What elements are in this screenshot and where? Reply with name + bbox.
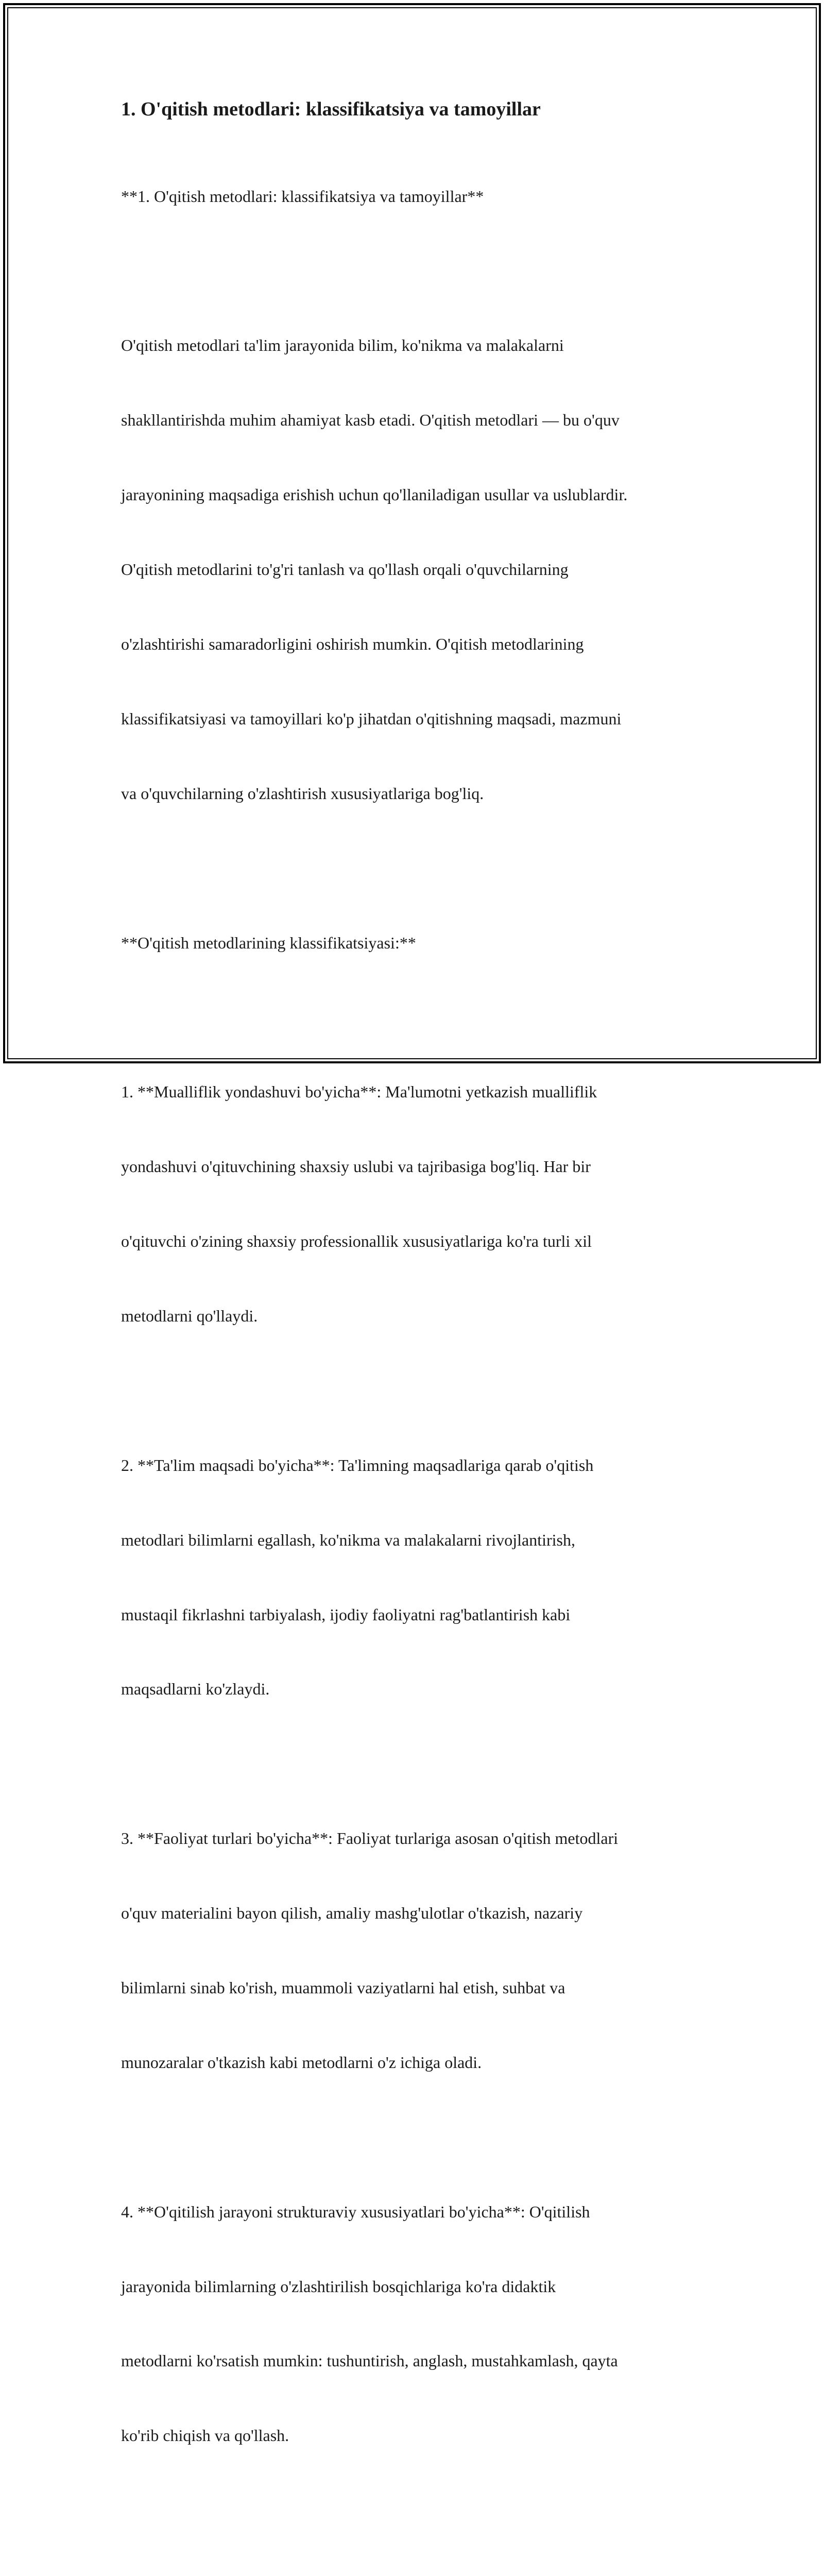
- body-line: [121, 1005, 713, 1029]
- body-line: 3. **Faoliyat turlari bo'yicha**: Faoliyat turlariga asosan o'qitish metodlari: [121, 1829, 619, 1848]
- body-line: va o'quvchilarning o'zlashtirish xususiyatlariga bog'liq.: [121, 784, 484, 803]
- body-line: [121, 2498, 713, 2522]
- document-title: 1. O'qitish metodlari: klassifikatsiya va tamoyillar: [121, 98, 541, 120]
- body-line: klassifikatsiyasi va tamoyillari ko'p jihatdan o'qitishning maqsadi, mazmuni: [121, 709, 622, 728]
- body-line: maqsadlarni ko'zlaydi.: [121, 1680, 270, 1699]
- body-line: **1. O'qitish metodlari: klassifikatsiya va tamoyillar**: [121, 187, 484, 206]
- body-line: metodlarni qo'llaydi.: [121, 1306, 258, 1325]
- body-line: bilimlarni sinab ko'rish, muammoli vaziyatlarni hal etish, suhbat va: [121, 1978, 565, 1997]
- body-line: [121, 1751, 713, 1776]
- body-line: [121, 2125, 713, 2149]
- body-line: [121, 258, 713, 283]
- body-line: O'qitish metodlarini to'g'ri tanlash va qo'llash orqali o'quvchilarning: [121, 560, 569, 579]
- document-body: [121, 134, 713, 2576]
- body-line: ko'rib chiqish va qo'llash.: [121, 2426, 289, 2445]
- body-line: o'quv materialini bayon qilish, amaliy mashg'ulotlar o'tkazish, nazariy: [121, 1904, 583, 1923]
- body-line: **O'qitish metodlarining klassifikatsiyasi:**: [121, 933, 416, 952]
- body-line: jarayonida bilimlarning o'zlashtirilish bosqichlariga ko'ra didaktik: [121, 2277, 556, 2296]
- body-line: shakllantirishda muhim ahamiyat kasb etadi. O'qitish metodlari — bu o'quv: [121, 411, 620, 430]
- body-line: [121, 1378, 713, 1403]
- body-line: o'zlashtirishi samaradorligini oshirish mumkin. O'qitish metodlarining: [121, 634, 584, 653]
- body-line: 2. **Ta'lim maqsadi bo'yicha**: Ta'limning maqsadlariga qarab o'qitish: [121, 1455, 594, 1475]
- body-line: yondashuvi o'qituvchining shaxsiy uslubi va tajribasiga bog'liq. Har bir: [121, 1157, 591, 1176]
- body-line: munozaralar o'tkazish kabi metodlarni o'z ichiga oladi.: [121, 2053, 482, 2072]
- document-content: [121, 97, 713, 2576]
- body-line: [121, 856, 713, 880]
- body-line: metodlarni ko'rsatish mumkin: tushuntirish, anglash, mustahkamlash, qayta: [121, 2351, 618, 2370]
- body-line: 4. **O'qitilish jarayoni strukturaviy xususiyatlari bo'yicha**: O'qitilish: [121, 2202, 590, 2221]
- body-line: O'qitish metodlari ta'lim jarayonida bilim, ko'nikma va malakalarni: [121, 336, 564, 355]
- body-line: jarayonining maqsadiga erishish uchun qo'llaniladigan usullar va uslublardir.: [121, 485, 628, 504]
- body-line: o'qituvchi o'zining shaxsiy professionallik xususiyatlariga ko'ra turli xil: [121, 1232, 592, 1251]
- body-line: metodlari bilimlarni egallash, ko'nikma va malakalarni rivojlantirish,: [121, 1530, 575, 1549]
- body-line: mustaqil fikrlashni tarbiyalash, ijodiy faoliyatni rag'batlantirish kabi: [121, 1605, 571, 1624]
- body-line: [121, 2572, 713, 2576]
- body-line: 1. **Mualliflik yondashuvi bo'yicha**: Ma'lumotni yetkazish mualliflik: [121, 1082, 597, 1101]
